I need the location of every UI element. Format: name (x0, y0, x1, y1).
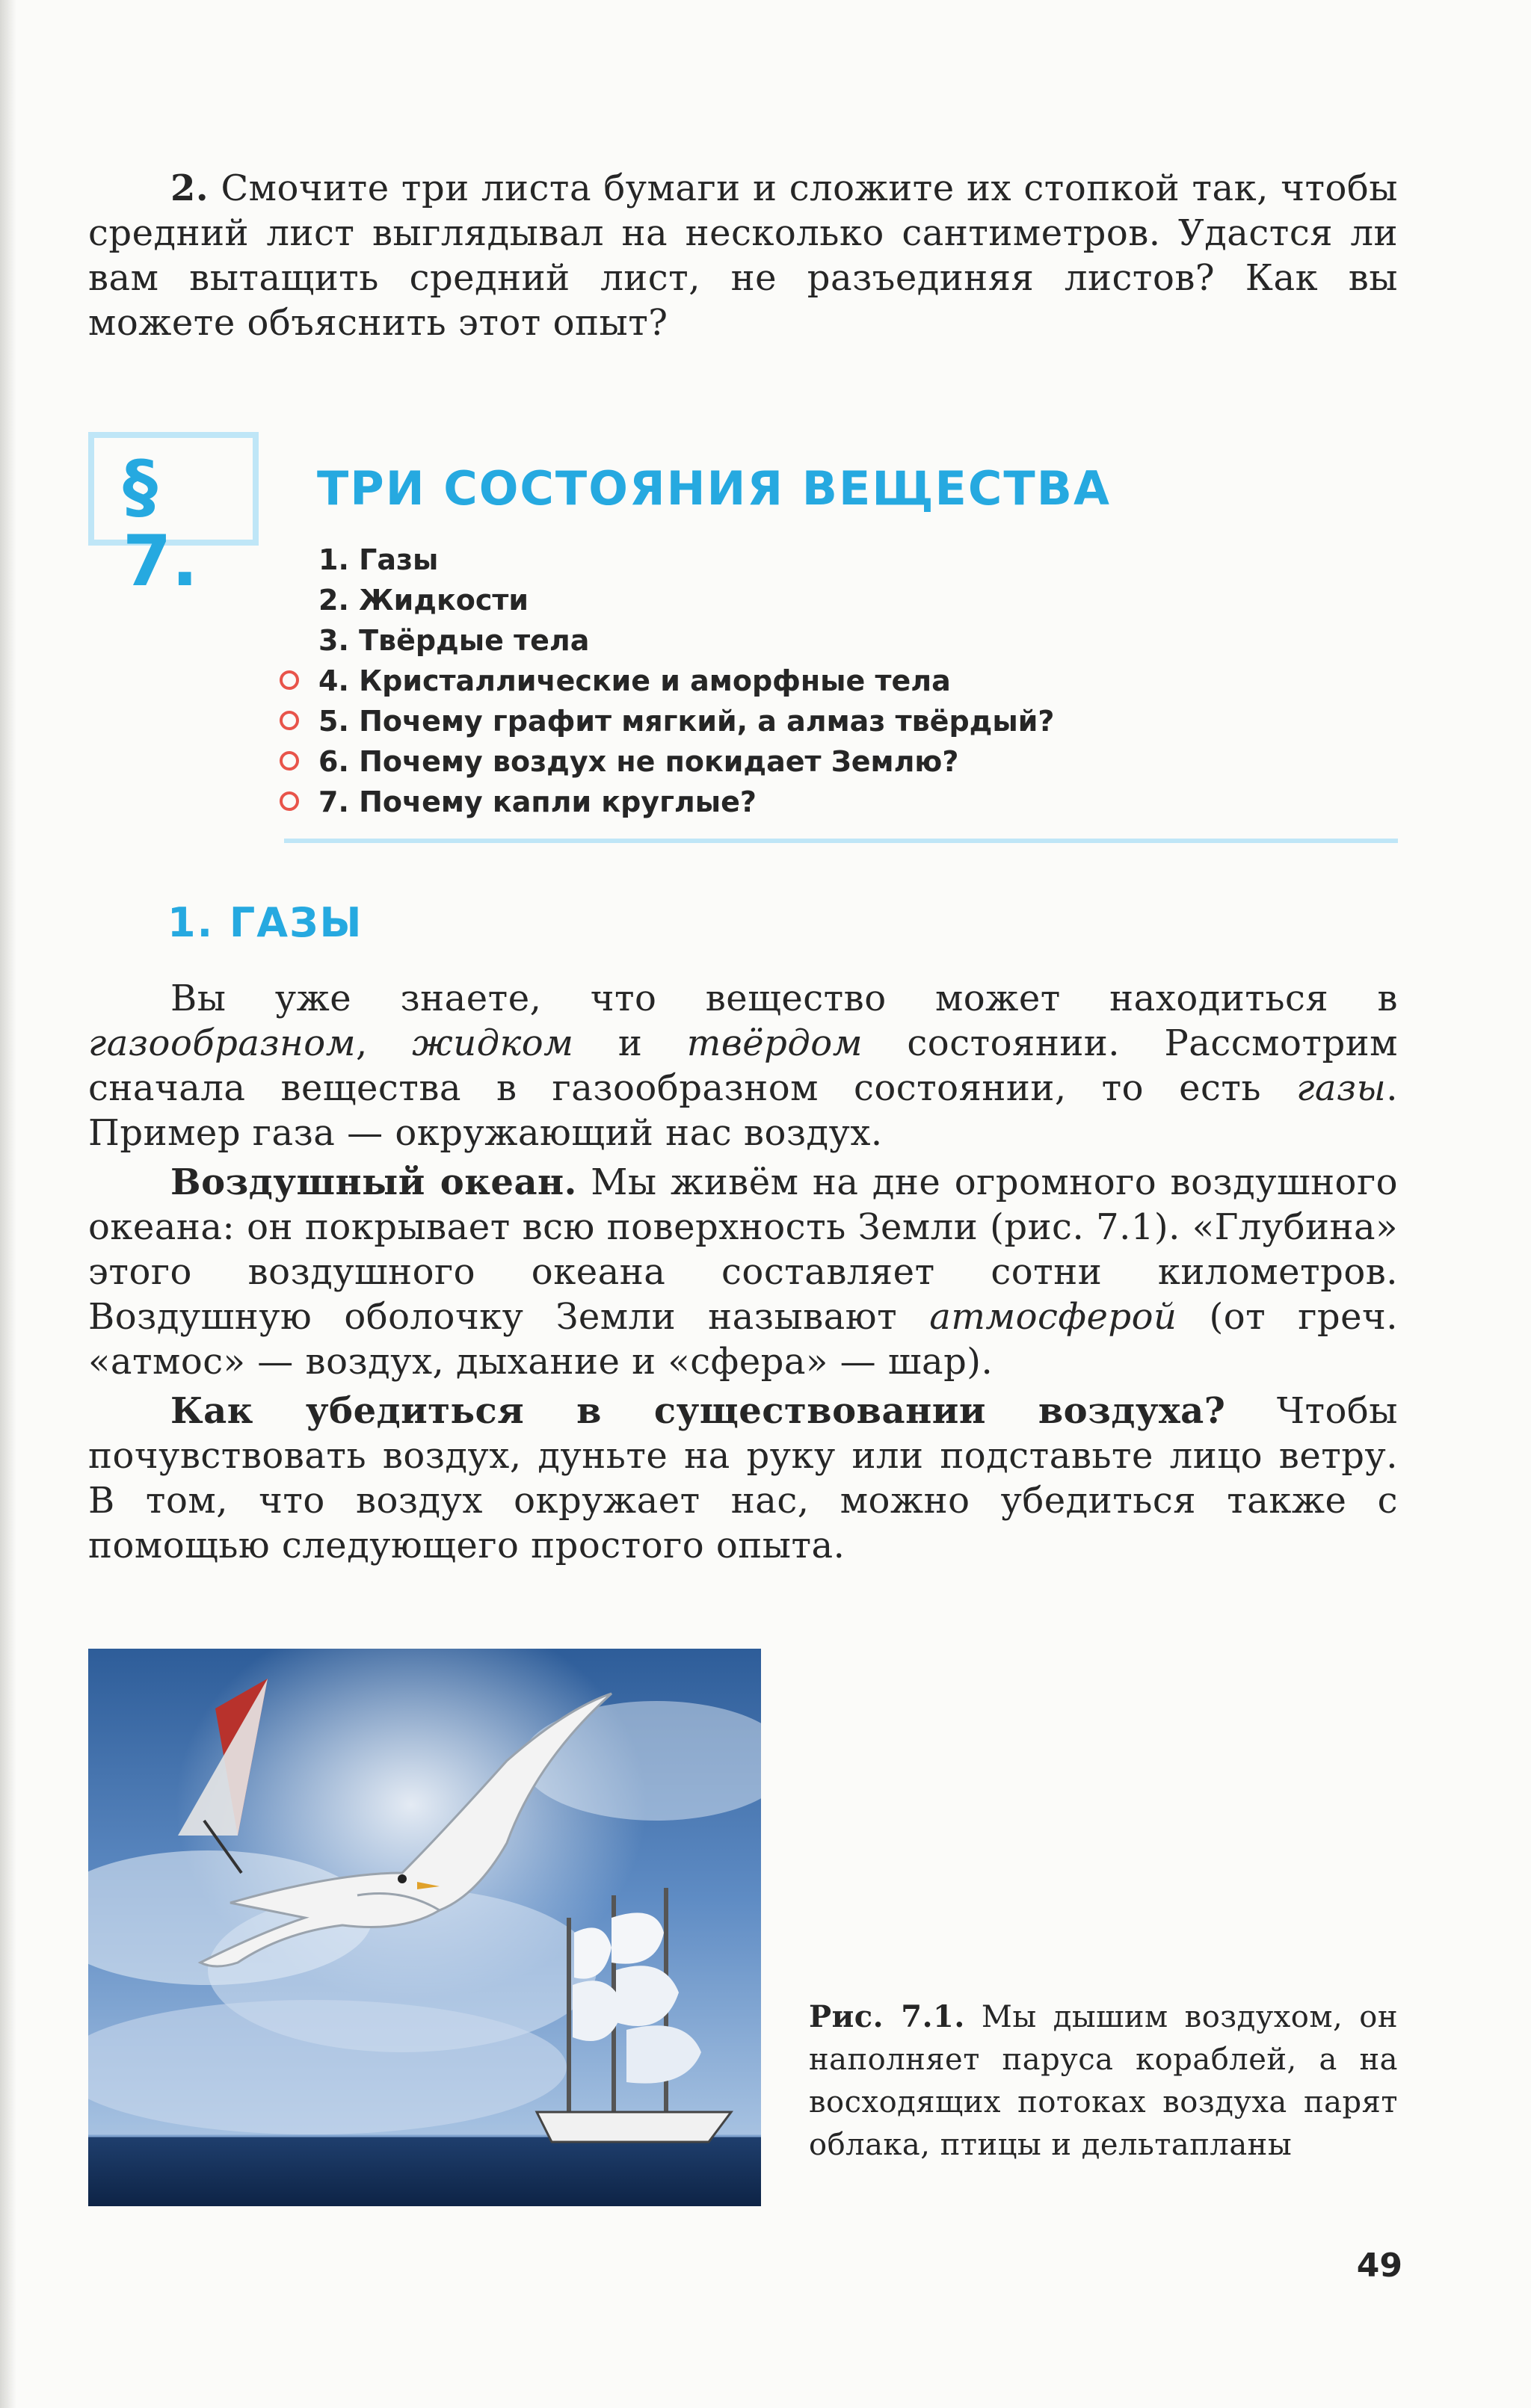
paragraph-title: ТРИ СОСТОЯНИЯ ВЕЩЕСТВА (317, 461, 1111, 516)
toc-item[interactable] (318, 620, 589, 661)
toc-divider (284, 839, 1398, 843)
intro-text: Смочите три листа бумаги и сложите их стопкой так, чтобы средний лист выглядывал на несколько сантиметров. Удастся ли вам вытащить средний лист, не разъединяя листов? Как вы можете объяснить этот опыт? (88, 167, 1399, 344)
toc-item[interactable] (318, 540, 438, 580)
paragraph-gases-intro: Вы уже знаете, что вещество может находиться в газообразном, жидком и твёрдом состоянии. Рассмотрим сначала вещества в газообразном состоянии, то есть газы. Пример газа — окружающий нас воздух. (88, 978, 1399, 1154)
toc-item[interactable] (318, 701, 1054, 741)
advanced-marker-icon (280, 751, 299, 771)
paragraph-air-ocean: Воздушный океан. Мы живём на дне огромного воздушного океана: он покрывает всю поверхность Земли (рис. 7.1). «Глубина» этого воздушного океана составляет сотни километров. Воздушную оболочку Земли называют атмосферой (от греч. «атмос» — воздух, дыхание и «сфера» — шар). (88, 1161, 1399, 1383)
section-body (88, 976, 1398, 1572)
toc-item-label: 2. Жидкости (318, 584, 529, 617)
toc-item-label: 5. Почему графит мягкий, а алмаз твёрдый? (318, 705, 1055, 738)
intro-number: 2. (170, 167, 209, 209)
advanced-marker-icon (280, 670, 299, 690)
page-number: 49 (1356, 2247, 1402, 2285)
paragraph-toc (318, 540, 1365, 824)
figure-caption (809, 1995, 1398, 2167)
section-heading: 1. ГАЗЫ (167, 899, 363, 946)
toc-item[interactable] (318, 580, 529, 620)
figure-7-1-illustration (88, 1649, 761, 2206)
intro-question (88, 166, 1398, 345)
toc-item-label: 7. Почему капли круглые? (318, 785, 757, 818)
toc-item-label: 4. Кристаллические и аморфные тела (318, 664, 951, 697)
toc-item[interactable] (318, 741, 958, 782)
figure-label: Рис. 7.1. (809, 1999, 965, 2034)
toc-item-label: 1. Газы (318, 543, 439, 576)
toc-item[interactable] (318, 782, 757, 822)
toc-item-label: 6. Почему воздух не покидает Землю? (318, 745, 959, 778)
paragraph-air-existence: Как убедиться в существовании воздуха? Чтобы почувствовать воздух, дуньте на руку или подставьте лицо ветру. В том, что воздух окружает нас, можно убедиться также с помощью следующего простого опыта. (88, 1390, 1398, 1566)
paragraph-number-box (88, 432, 259, 602)
toc-item[interactable] (318, 661, 951, 701)
paragraph-number: § 7. (123, 446, 199, 602)
sky-sea-scene (88, 1649, 761, 2206)
figure-caption-text: Мы дышим воздухом, он наполняет паруса кораблей, а на восходящих потоках воздуха парят облака, птицы и дельтапланы (809, 2000, 1399, 2162)
advanced-marker-icon (280, 791, 299, 811)
binding-shadow (0, 0, 16, 2408)
advanced-marker-icon (280, 711, 299, 730)
toc-item-label: 3. Твёрдые тела (318, 624, 590, 657)
